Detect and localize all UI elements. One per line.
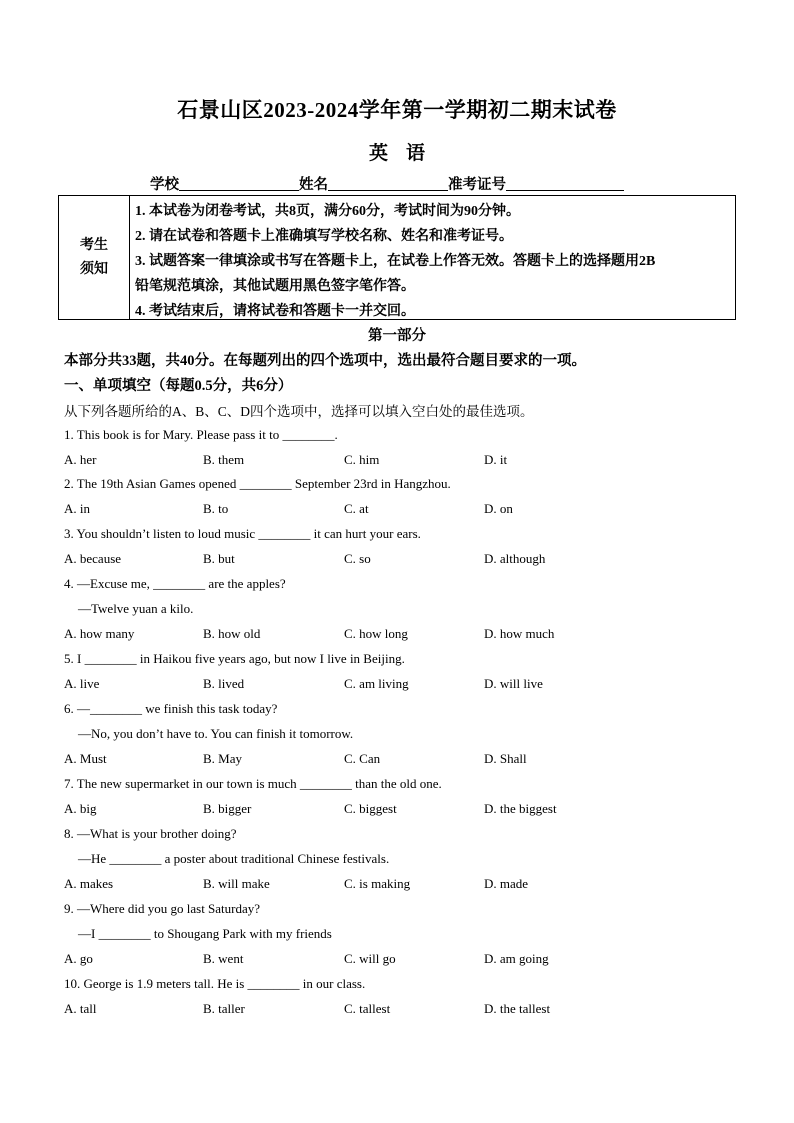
option-c: C. biggest [344, 801, 397, 816]
notice-label-line1: 考生 [80, 237, 108, 253]
option-a: A. live [64, 676, 100, 691]
option-b: B. will make [203, 876, 270, 891]
question-options [64, 1001, 744, 1019]
option-d: D. will live [484, 676, 543, 691]
notice-items [130, 196, 735, 319]
question-options [64, 452, 744, 470]
notice-item: 铅笔规范填涂，其他试题用黑色签字笔作答。 [135, 279, 415, 294]
part-description: 本部分共33题，共40分。在每题列出的四个选项中，选出最符合题目要求的一项。 [64, 353, 586, 369]
question-stem: 6. —________ we finish this task today? [64, 701, 278, 716]
question-options [64, 551, 744, 569]
question-options [64, 751, 744, 769]
option-b: B. but [203, 551, 235, 566]
exam-id-label: 准考证号 [448, 177, 506, 193]
option-c: C. him [344, 452, 380, 467]
question-stem: 7. The new supermarket in our town is much ________ than the old one. [64, 776, 442, 791]
option-d: D. am going [484, 951, 549, 966]
option-d: D. on [484, 501, 513, 516]
exam-notice-box [58, 195, 736, 320]
question-answer-line: —No, you don’t have to. You can finish it tomorrow. [78, 726, 354, 741]
option-c: C. will go [344, 951, 396, 966]
notice-item: 1. 本试卷为闭卷考试，共8页，满分60分，考试时间为90分钟。 [135, 204, 520, 219]
notice-item: 4. 考试结束后，请将试卷和答题卡一并交回。 [135, 304, 415, 319]
option-a: A. because [64, 551, 122, 566]
question-stem: 10. George is 1.9 meters tall. He is ________ in our class. [64, 976, 366, 991]
question-answer-line: —I ________ to Shougang Park with my friends [78, 926, 332, 941]
option-d: D. how much [484, 626, 555, 641]
option-c: C. tallest [344, 1001, 391, 1016]
school-blank [179, 176, 299, 191]
question-stem: 2. The 19th Asian Games opened ________ September 23rd in Hangzhou. [64, 476, 451, 491]
question-stem: 9. —Where did you go last Saturday? [64, 901, 261, 916]
option-d: D. the biggest [484, 801, 557, 816]
option-b: B. lived [203, 676, 245, 691]
option-b: B. how old [203, 626, 261, 641]
option-b: B. them [203, 452, 245, 467]
student-info-line [150, 173, 624, 194]
option-b: B. bigger [203, 801, 252, 816]
option-a: A. tall [64, 1001, 97, 1016]
option-a: A. Must [64, 751, 107, 766]
option-a: A. makes [64, 876, 114, 891]
option-c: C. Can [344, 751, 381, 766]
option-d: D. made [484, 876, 529, 891]
question-options [64, 876, 744, 894]
subject-title: 英语 [368, 143, 443, 164]
option-c: C. how long [344, 626, 408, 641]
option-a: A. her [64, 452, 97, 467]
option-d: D. although [484, 551, 546, 566]
question-answer-line: —Twelve yuan a kilo. [78, 601, 194, 616]
question-stem: 8. —What is your brother doing? [64, 826, 237, 841]
exam-id-blank [506, 176, 624, 191]
name-label: 姓名 [299, 177, 328, 193]
notice-item: 3. 试题答案一律填涂或书写在答题卡上，在试卷上作答无效。答题卡上的选择题用2B [135, 254, 656, 269]
question-stem: 3. You shouldn’t listen to loud music ________ it can hurt your ears. [64, 526, 421, 541]
question-options [64, 626, 744, 644]
option-d: D. it [484, 452, 508, 467]
question-options [64, 951, 744, 969]
option-d: D. Shall [484, 751, 527, 766]
option-d: D. the tallest [484, 1001, 551, 1016]
notice-label-line2: 须知 [80, 261, 108, 277]
option-c: C. am living [344, 676, 409, 691]
option-b: B. May [203, 751, 242, 766]
option-b: B. to [203, 501, 229, 516]
option-b: B. went [203, 951, 244, 966]
option-c: C. is making [344, 876, 411, 891]
question-answer-line: —He ________ a poster about traditional Chinese festivals. [78, 851, 390, 866]
name-blank [328, 176, 448, 191]
part-title: 第一部分 [368, 328, 426, 344]
question-options [64, 801, 744, 819]
option-a: A. go [64, 951, 93, 966]
option-b: B. taller [203, 1001, 245, 1016]
option-a: A. how many [64, 626, 135, 641]
question-stem: 5. I ________ in Haikou five years ago, but now I live in Beijing. [64, 651, 405, 666]
question-stem: 4. —Excuse me, ________ are the apples? [64, 576, 286, 591]
option-a: A. in [64, 501, 90, 516]
question-stem: 1. This book is for Mary. Please pass it to ________. [64, 427, 338, 442]
notice-item: 2. 请在试卷和答题卡上准确填写学校名称、姓名和准考证号。 [135, 229, 513, 244]
notice-label [59, 196, 130, 319]
option-c: C. at [344, 501, 369, 516]
school-label: 学校 [150, 177, 179, 193]
question-options [64, 676, 744, 694]
exam-title: 石景山区2023-2024学年第一学期初二期末试卷 [177, 98, 617, 122]
option-a: A. big [64, 801, 97, 816]
option-c: C. so [344, 551, 371, 566]
question-options [64, 501, 744, 519]
section-instruction: 从下列各题所给的A、B、C、D四个选项中，选择可以填入空白处的最佳选项。 [64, 404, 534, 419]
section-title: 一、单项填空（每题0.5分，共6分） [64, 378, 293, 394]
